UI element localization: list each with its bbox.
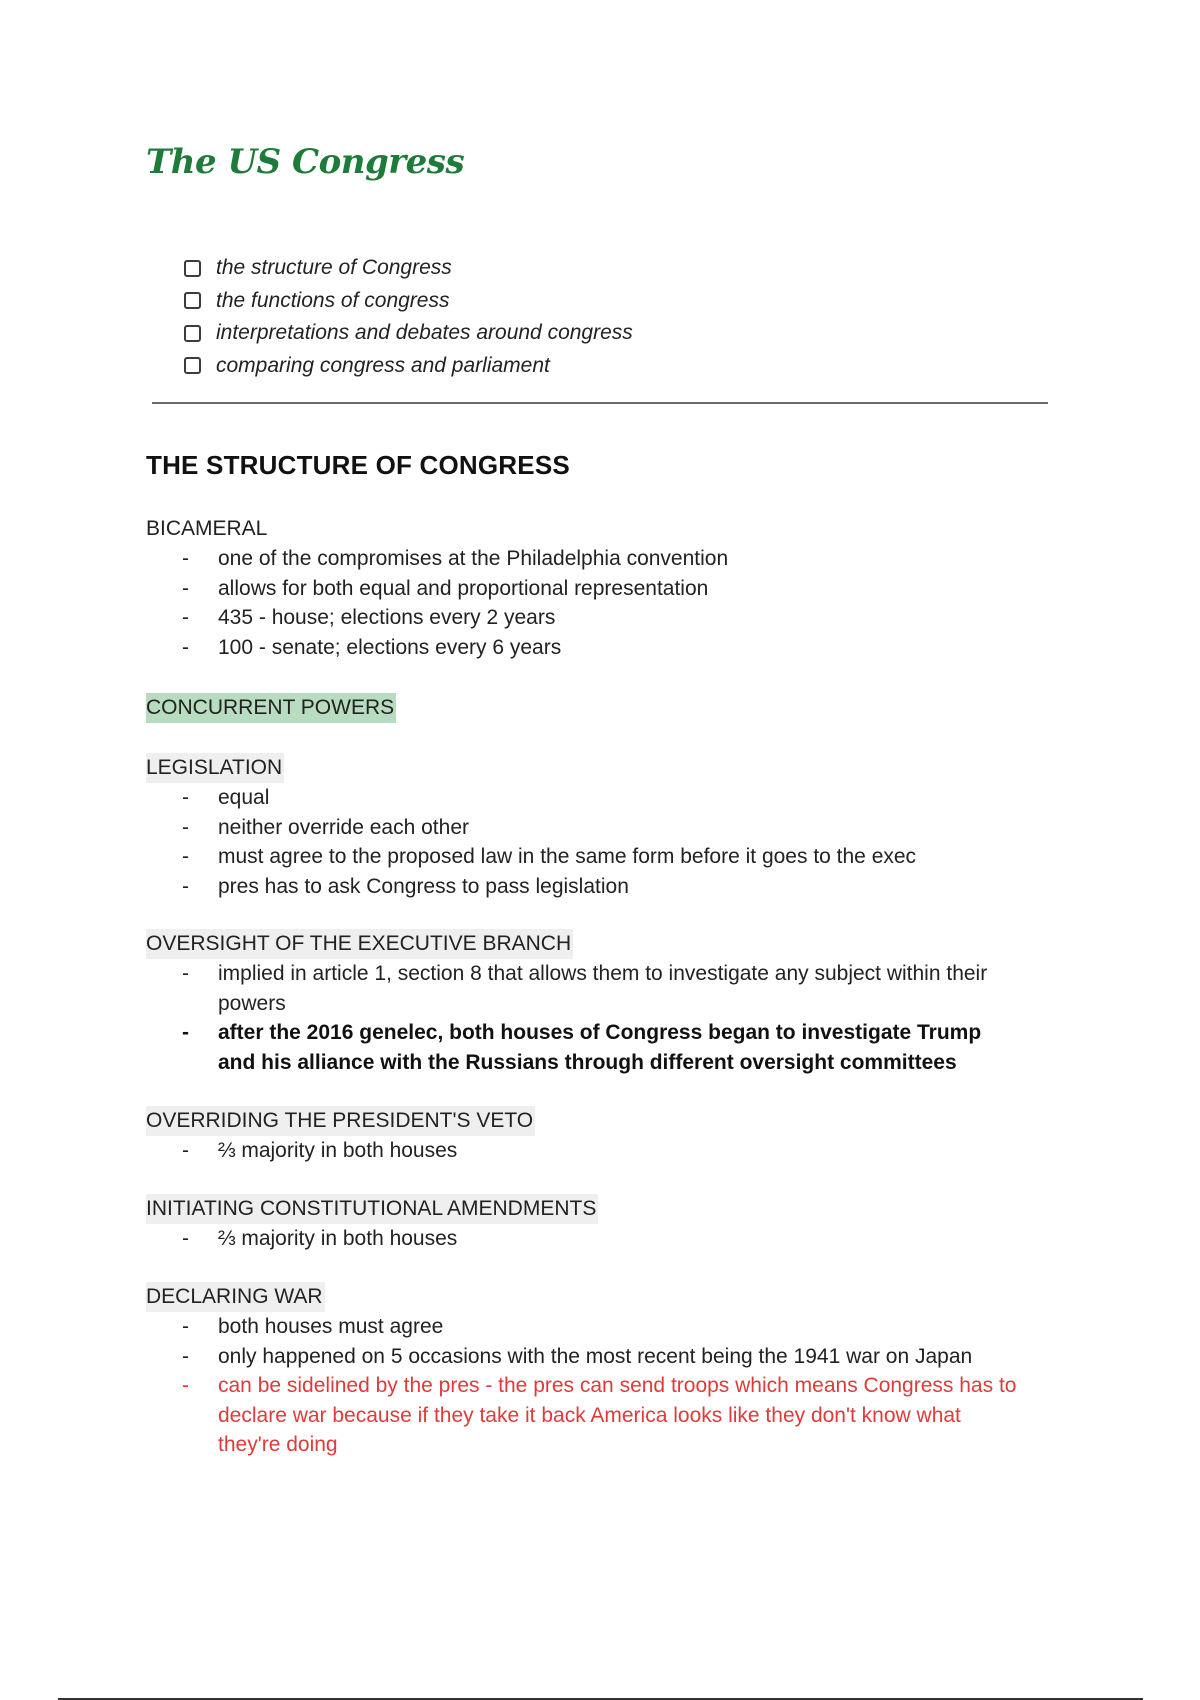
bullet-list: [146, 959, 1018, 1077]
legislation-section: [146, 753, 1018, 901]
dash-icon: -: [182, 606, 189, 629]
bullet-list: [146, 1224, 1018, 1254]
list-item-text: after the 2016 genelec, both houses of Congress began to investigate Trump and his alliance with the Russians through different oversight committees: [218, 1021, 982, 1074]
dash-icon: -: [182, 635, 189, 659]
dash-icon: -: [182, 845, 189, 868]
dash-icon: -: [182, 1139, 189, 1162]
list-item-text: neither override each other: [218, 815, 469, 839]
dash-icon: -: [182, 1021, 189, 1044]
subsection-label: BICAMERAL: [146, 517, 268, 540]
list-item-text: both houses must agree: [218, 1315, 444, 1338]
concurrent-powers-section: [146, 693, 396, 723]
list-item-text: only happened on 5 occasions with the most recent being the 1941 war on Japan: [218, 1344, 973, 1368]
checkbox-icon[interactable]: [184, 325, 201, 342]
list-item: [146, 1371, 1018, 1460]
list-item-text: implied in article 1, section 8 that allows them to investigate any subject within their powers: [218, 962, 988, 1015]
checklist-item-label: comparing congress and parliament: [216, 353, 550, 377]
list-item: [146, 842, 1018, 872]
checklist-item[interactable]: [184, 317, 633, 350]
amendments-section: [146, 1194, 1018, 1254]
dash-icon: -: [182, 962, 189, 985]
dash-icon: -: [182, 815, 189, 839]
list-item-text: must agree to the proposed law in the same form before it goes to the exec: [218, 845, 917, 868]
subsection-label: DECLARING WAR: [146, 1282, 325, 1312]
declaring-war-section: [146, 1282, 1018, 1460]
list-item: [146, 1018, 1018, 1077]
subsection-label: OVERRIDING THE PRESIDENT'S VETO: [146, 1106, 535, 1136]
list-item: [146, 544, 1018, 574]
document-title: The US Congress: [146, 142, 465, 182]
subsection-label: OVERSIGHT OF THE EXECUTIVE BRANCH: [146, 929, 573, 959]
list-item: [146, 1312, 1018, 1342]
dash-icon: -: [182, 1344, 189, 1368]
highlighted-label: CONCURRENT POWERS: [146, 693, 396, 723]
checklist-item[interactable]: [184, 252, 633, 285]
checkbox-icon[interactable]: [184, 260, 201, 277]
list-item: [146, 813, 1018, 843]
bullet-list: [146, 1312, 1018, 1460]
veto-section: [146, 1106, 1018, 1166]
list-item-text: pres has to ask Congress to pass legislation: [218, 874, 629, 898]
subsection-label: INITIATING CONSTITUTIONAL AMENDMENTS: [146, 1194, 598, 1224]
list-item-text: can be sidelined by the pres - the pres can send troops which means Congress has to declare war because if they take it back America looks like they don't know what they're doing: [218, 1374, 1017, 1456]
list-item-text: ⅔ majority in both houses: [218, 1139, 458, 1162]
dash-icon: -: [182, 1374, 189, 1397]
checklist-item-label: interpretations and debates around congress: [216, 321, 633, 345]
list-item-text: 100 - senate; elections every 6 years: [218, 635, 562, 659]
dash-icon: -: [182, 786, 189, 809]
checkbox-icon[interactable]: [184, 292, 201, 309]
list-item-text: ⅔ majority in both houses: [218, 1227, 458, 1250]
dash-icon: -: [182, 1315, 189, 1338]
topic-checklist: [184, 252, 633, 382]
list-item: [146, 603, 1018, 633]
list-item-text: 435 - house; elections every 2 years: [218, 606, 556, 629]
list-item: [146, 574, 1018, 604]
checklist-item-label: the functions of congress: [216, 288, 450, 312]
bicameral-section: [146, 514, 1018, 662]
dash-icon: -: [182, 576, 189, 600]
oversight-section: [146, 929, 1018, 1077]
dash-icon: -: [182, 1227, 189, 1250]
list-item: [146, 1224, 1018, 1254]
list-item-text: one of the compromises at the Philadelphia convention: [218, 547, 729, 570]
dash-icon: -: [182, 547, 189, 570]
checklist-item-label: the structure of Congress: [216, 256, 452, 280]
list-item: [146, 1136, 1018, 1166]
horizontal-divider: [152, 402, 1048, 404]
checkbox-icon[interactable]: [184, 357, 201, 374]
subsection-label: LEGISLATION: [146, 753, 284, 783]
checklist-item[interactable]: [184, 350, 633, 383]
bullet-list: [146, 544, 1018, 662]
list-item: [146, 783, 1018, 813]
list-item: [146, 633, 1018, 663]
list-item-text: allows for both equal and proportional representation: [218, 576, 709, 600]
dash-icon: -: [182, 874, 189, 898]
bullet-list: [146, 783, 1018, 901]
bullet-list: [146, 1136, 1018, 1166]
list-item: [146, 872, 1018, 902]
checklist-item[interactable]: [184, 285, 633, 318]
section-heading: THE STRUCTURE OF CONGRESS: [146, 450, 570, 480]
list-item-text: equal: [218, 786, 270, 809]
list-item: [146, 959, 1018, 1018]
list-item: [146, 1342, 1018, 1372]
